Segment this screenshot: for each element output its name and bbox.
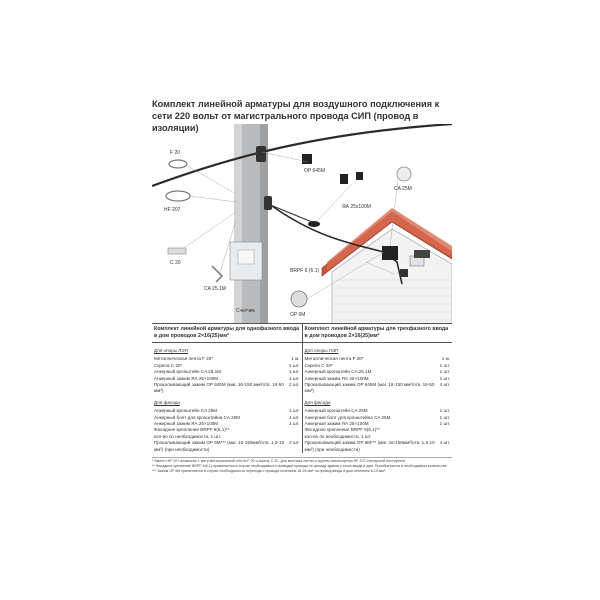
item-qty: 1 шт. xyxy=(439,375,450,381)
item-qty: 1 шт. xyxy=(289,408,300,414)
item-name: Металлическая лента F 20* xyxy=(154,356,214,362)
footnote: * Вместо НF 207 возможно 1 метр металлической ленты F 20 и скрепу С 20. Для монтажа ленты и скрепы используется НF 207 или ручной инструмент. xyxy=(152,459,407,464)
item-name: Анкерный зажим ЯА 25×100M xyxy=(304,375,369,381)
three-phase-column xyxy=(302,343,453,453)
table-header-row xyxy=(152,323,452,343)
item-name: Анкерный кронштейн CA 25M xyxy=(154,408,218,414)
item-name: Фасадное крепление BRPF 6(6.1)** xyxy=(304,427,380,433)
three-phase-pole-list xyxy=(305,356,451,394)
label-op6m: OP 6M xyxy=(290,312,306,318)
label-ya25x100m: ЯА 25x100M xyxy=(342,204,371,210)
kit-tables xyxy=(152,323,452,474)
three-phase-header: Комплект линейной арматуры для трехфазного ввода в дом проводов 2×16(25)мм² xyxy=(302,324,453,342)
item-name: Анкерный зажим ЯА 25×100M xyxy=(154,421,219,427)
item-qty: 2 шт. xyxy=(289,440,300,446)
item-name: Анкерный болт для кронштейна CA 25M xyxy=(154,414,240,420)
single-phase-column xyxy=(152,343,302,453)
item-qty: 2 шт. xyxy=(289,382,300,388)
item-name: Скрепа С 20* xyxy=(154,362,183,368)
footnote: *** Зажим OP 6M применяется в случае необходимости перехода с провода сечением 16-25 мм² на провод ввода в дом сечением 6-10 мм². xyxy=(152,469,387,474)
item-name: Анкерный зажим ЯА 25×100M xyxy=(304,421,369,427)
single-phase-facade-list xyxy=(154,408,300,453)
section-title: Для фасада xyxy=(304,399,331,405)
item-qty: 1 м. xyxy=(291,356,300,362)
item-qty: 1 шт. xyxy=(439,414,450,420)
item-name: кол-во по необходимости, 1 шт. xyxy=(304,433,372,439)
item-qty: 4 шт. xyxy=(439,440,450,446)
pole-fittings xyxy=(256,146,363,227)
item-name: Анкерный болт для кронштейна CA 25M xyxy=(304,414,391,420)
label-f20: F 20 xyxy=(170,150,181,156)
item-qty: 1 шт. xyxy=(439,408,450,414)
single-phase-header: Комплект линейной арматуры для однофазного ввода в дом проводов 2×16(25)мм² xyxy=(154,326,300,339)
item-name: Анкерный зажим ЯА 25×100M xyxy=(154,375,219,381)
list-item xyxy=(305,440,451,453)
item-qty: 1 шт. xyxy=(439,421,450,427)
section-title: Для опоры ЛЭП xyxy=(154,348,188,353)
footnotes xyxy=(152,457,452,474)
item-name: Прокалывающий зажим OP 6M*** (маг. 16-150мм²/отв. 1,5-10 мм²) (при необходимости) xyxy=(304,440,435,452)
list-item xyxy=(154,382,300,395)
item-name: Прокалывающий зажим OP 645M (маг. 16-150 мм²/отв. 16-50 мм²) xyxy=(154,382,284,394)
item-name: Анкерный кронштейн CA 25.1M xyxy=(154,369,221,375)
item-name: Металлическая лента F 20* xyxy=(304,356,364,362)
label-c20: С 20 xyxy=(170,260,181,266)
item-name: Прокалывающий зажим OP 6M*** (маг. 16-150мм²/отв. 1,5-10 мм²) (при необходимости) xyxy=(154,440,285,452)
item-name: кол-во по необходимости, 1 шт. xyxy=(154,433,221,439)
list-item xyxy=(154,440,300,453)
item-qty: 1 шт. xyxy=(439,369,450,375)
label-ca25-1m: CA 25.1M xyxy=(204,286,226,292)
item-qty: 1 шт. xyxy=(439,362,450,368)
section-title: Для опоры ЛЭП xyxy=(304,348,339,353)
single-phase-pole-list xyxy=(154,356,300,394)
item-qty: 1 шт. xyxy=(289,362,300,368)
item-name: Анкерный кронштейн CA 25.1M xyxy=(304,369,372,375)
house xyxy=(322,208,452,324)
label-counter: Счетчик xyxy=(236,308,255,314)
item-name: Анкерный кронштейн CA 25M xyxy=(304,408,368,414)
installation-diagram xyxy=(152,124,452,324)
footnote: ** Фасадное крепление BRPF 6(6.1) применяется в случае необходимости проводки провода по фасаду здания к точке ввода в дом. Приобретается в необходимом количестве. xyxy=(152,464,448,469)
label-brpf6: BRPF 6 (6.1) xyxy=(290,268,320,274)
meter-box xyxy=(230,242,262,280)
item-qty: 1 шт. xyxy=(289,375,300,381)
item-qty: 1 шт. xyxy=(289,421,300,427)
section-title: Для фасада xyxy=(154,399,180,405)
item-qty: 1 шт. xyxy=(289,369,300,375)
label-ca25m: CA 25M xyxy=(394,186,412,192)
item-qty: 4 шт. xyxy=(439,382,450,388)
three-phase-facade-list xyxy=(305,408,451,453)
item-name: Фасадное крепление BRPF 6(6.1)** xyxy=(154,427,230,433)
item-name: Скрепа С 20* xyxy=(304,362,333,368)
label-op645m: OP 645M xyxy=(304,168,326,174)
item-qty: 1 м. xyxy=(441,356,450,362)
item-qty: 1 шт. xyxy=(289,414,300,420)
label-nf207: НF 207 xyxy=(164,207,181,213)
page-title: Комплект линейной арматуры для воздушного подключения к сети 220 вольт от магистрального провода СИП (провод в изоляции) xyxy=(152,99,440,133)
item-name: Прокалывающий зажим OP 645M (маг. 16-150 мм²/отв. 16-50 мм²) xyxy=(304,382,435,394)
list-item xyxy=(305,382,451,395)
